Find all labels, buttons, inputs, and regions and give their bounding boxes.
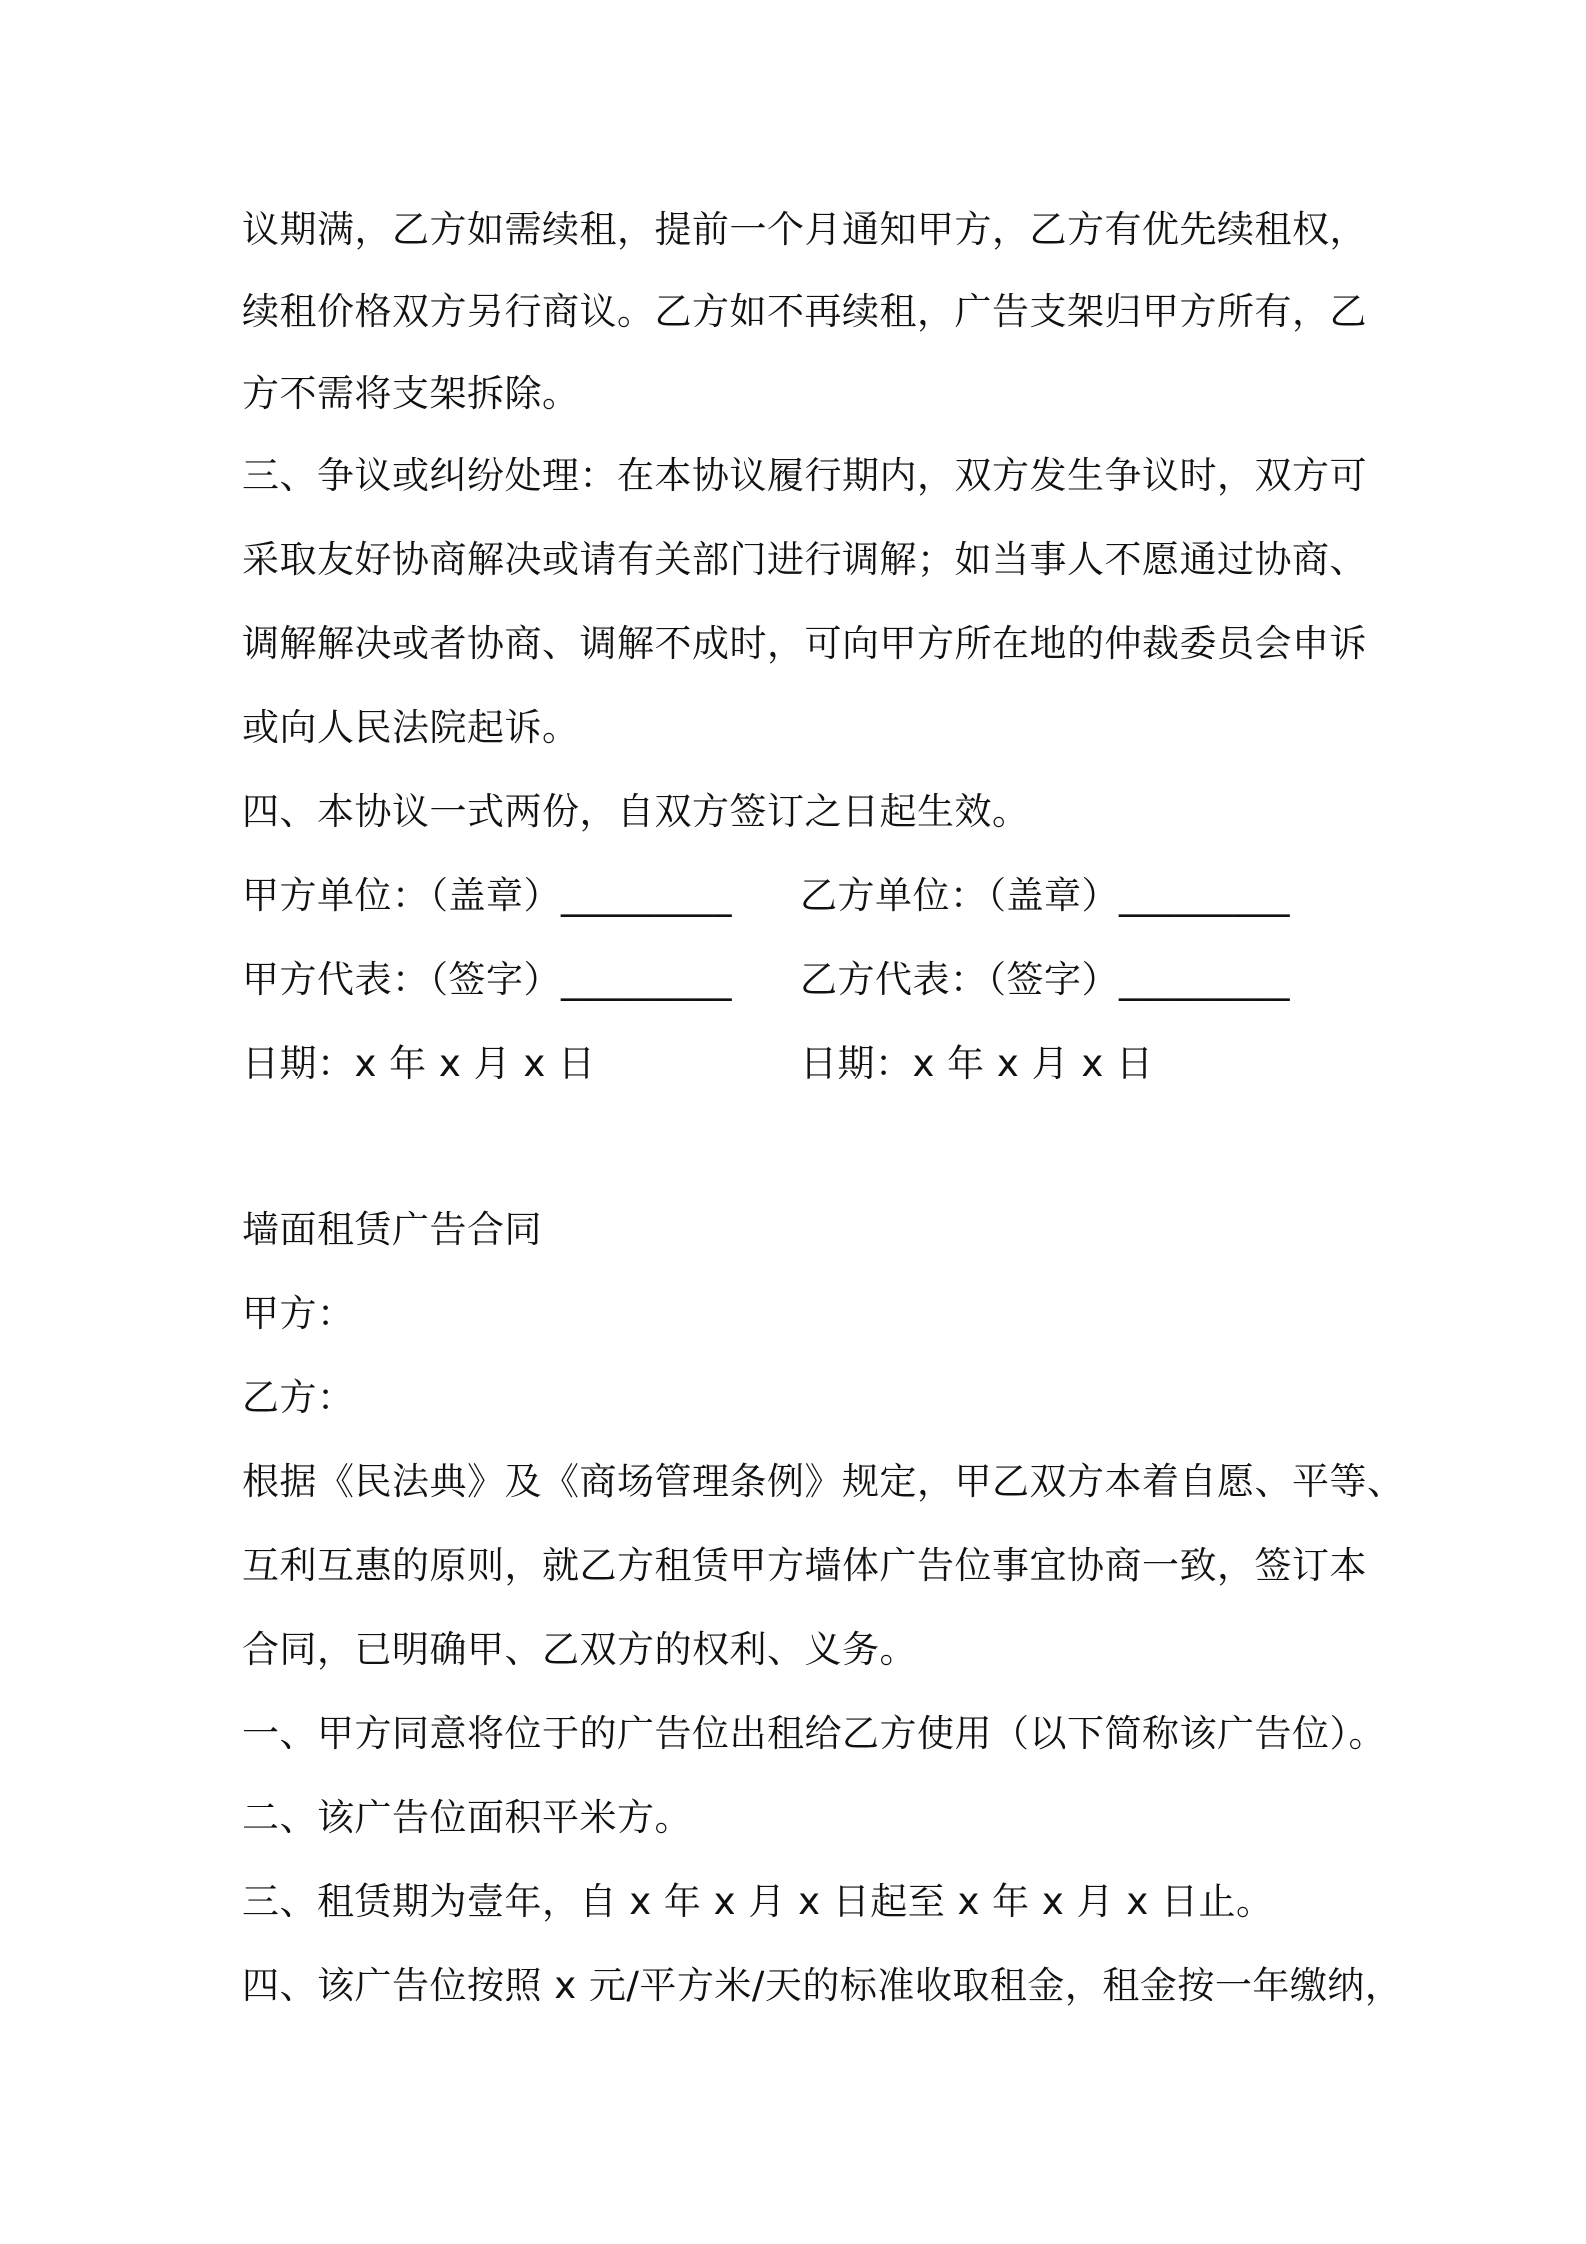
party-a-rep-signature: 甲方代表：（签字）_________ [242,958,732,1001]
paragraph-copies: 四、本协议一式两份，自双方签订之日起生效。 [242,790,1030,833]
party-a-label: 甲方： [242,1292,355,1335]
party-b-date: 日期：x 年 x 月 x 日 [800,1042,1154,1085]
clause-1: 一、甲方同意将位于的广告位出租给乙方使用（以下简称该广告位）。 [242,1712,1386,1755]
paragraph-renewal-line-3: 方不需将支架拆除。 [242,372,580,415]
party-a-unit-signature: 甲方单位：（盖章）_________ [242,874,732,917]
party-b-unit-signature: 乙方单位：（盖章）_________ [800,874,1290,917]
intro-line-3: 合同，已明确甲、乙双方的权利、义务。 [242,1628,917,1671]
party-b-rep-signature: 乙方代表：（签字）_________ [800,958,1290,1001]
intro-line-2: 互利互惠的原则，就乙方租赁甲方墙体广告位事宜协商一致，签订本 [242,1544,1367,1587]
paragraph-dispute-line-2: 采取友好协商解决或请有关部门进行调解；如当事人不愿通过协商、 [242,538,1367,581]
clause-3: 三、租赁期为壹年，自 x 年 x 月 x 日起至 x 年 x 月 x 日止。 [242,1880,1274,1923]
party-b-label: 乙方： [242,1376,355,1419]
paragraph-dispute-line-4: 或向人民法院起诉。 [242,706,580,749]
paragraph-renewal-line-1: 议期满，乙方如需续租，提前一个月通知甲方，乙方有优先续租权， [242,208,1367,251]
paragraph-renewal-line-2: 续租价格双方另行商议。乙方如不再续租，广告支架归甲方所有，乙 [242,290,1367,333]
clause-2: 二、该广告位面积平米方。 [242,1796,692,1839]
party-a-date: 日期：x 年 x 月 x 日 [242,1042,596,1085]
clause-4: 四、该广告位按照 x 元/平方米/天的标准收取租金，租金按一年缴纳， [242,1964,1403,2007]
intro-line-1: 根据《民法典》及《商场管理条例》规定，甲乙双方本着自愿、平等、 [242,1460,1405,1503]
paragraph-dispute-line-1: 三、争议或纠纷处理：在本协议履行期内，双方发生争议时，双方可 [242,454,1367,497]
contract-title: 墙面租赁广告合同 [242,1208,542,1251]
paragraph-dispute-line-3: 调解解决或者协商、调解不成时，可向甲方所在地的仲裁委员会申诉 [242,622,1367,665]
